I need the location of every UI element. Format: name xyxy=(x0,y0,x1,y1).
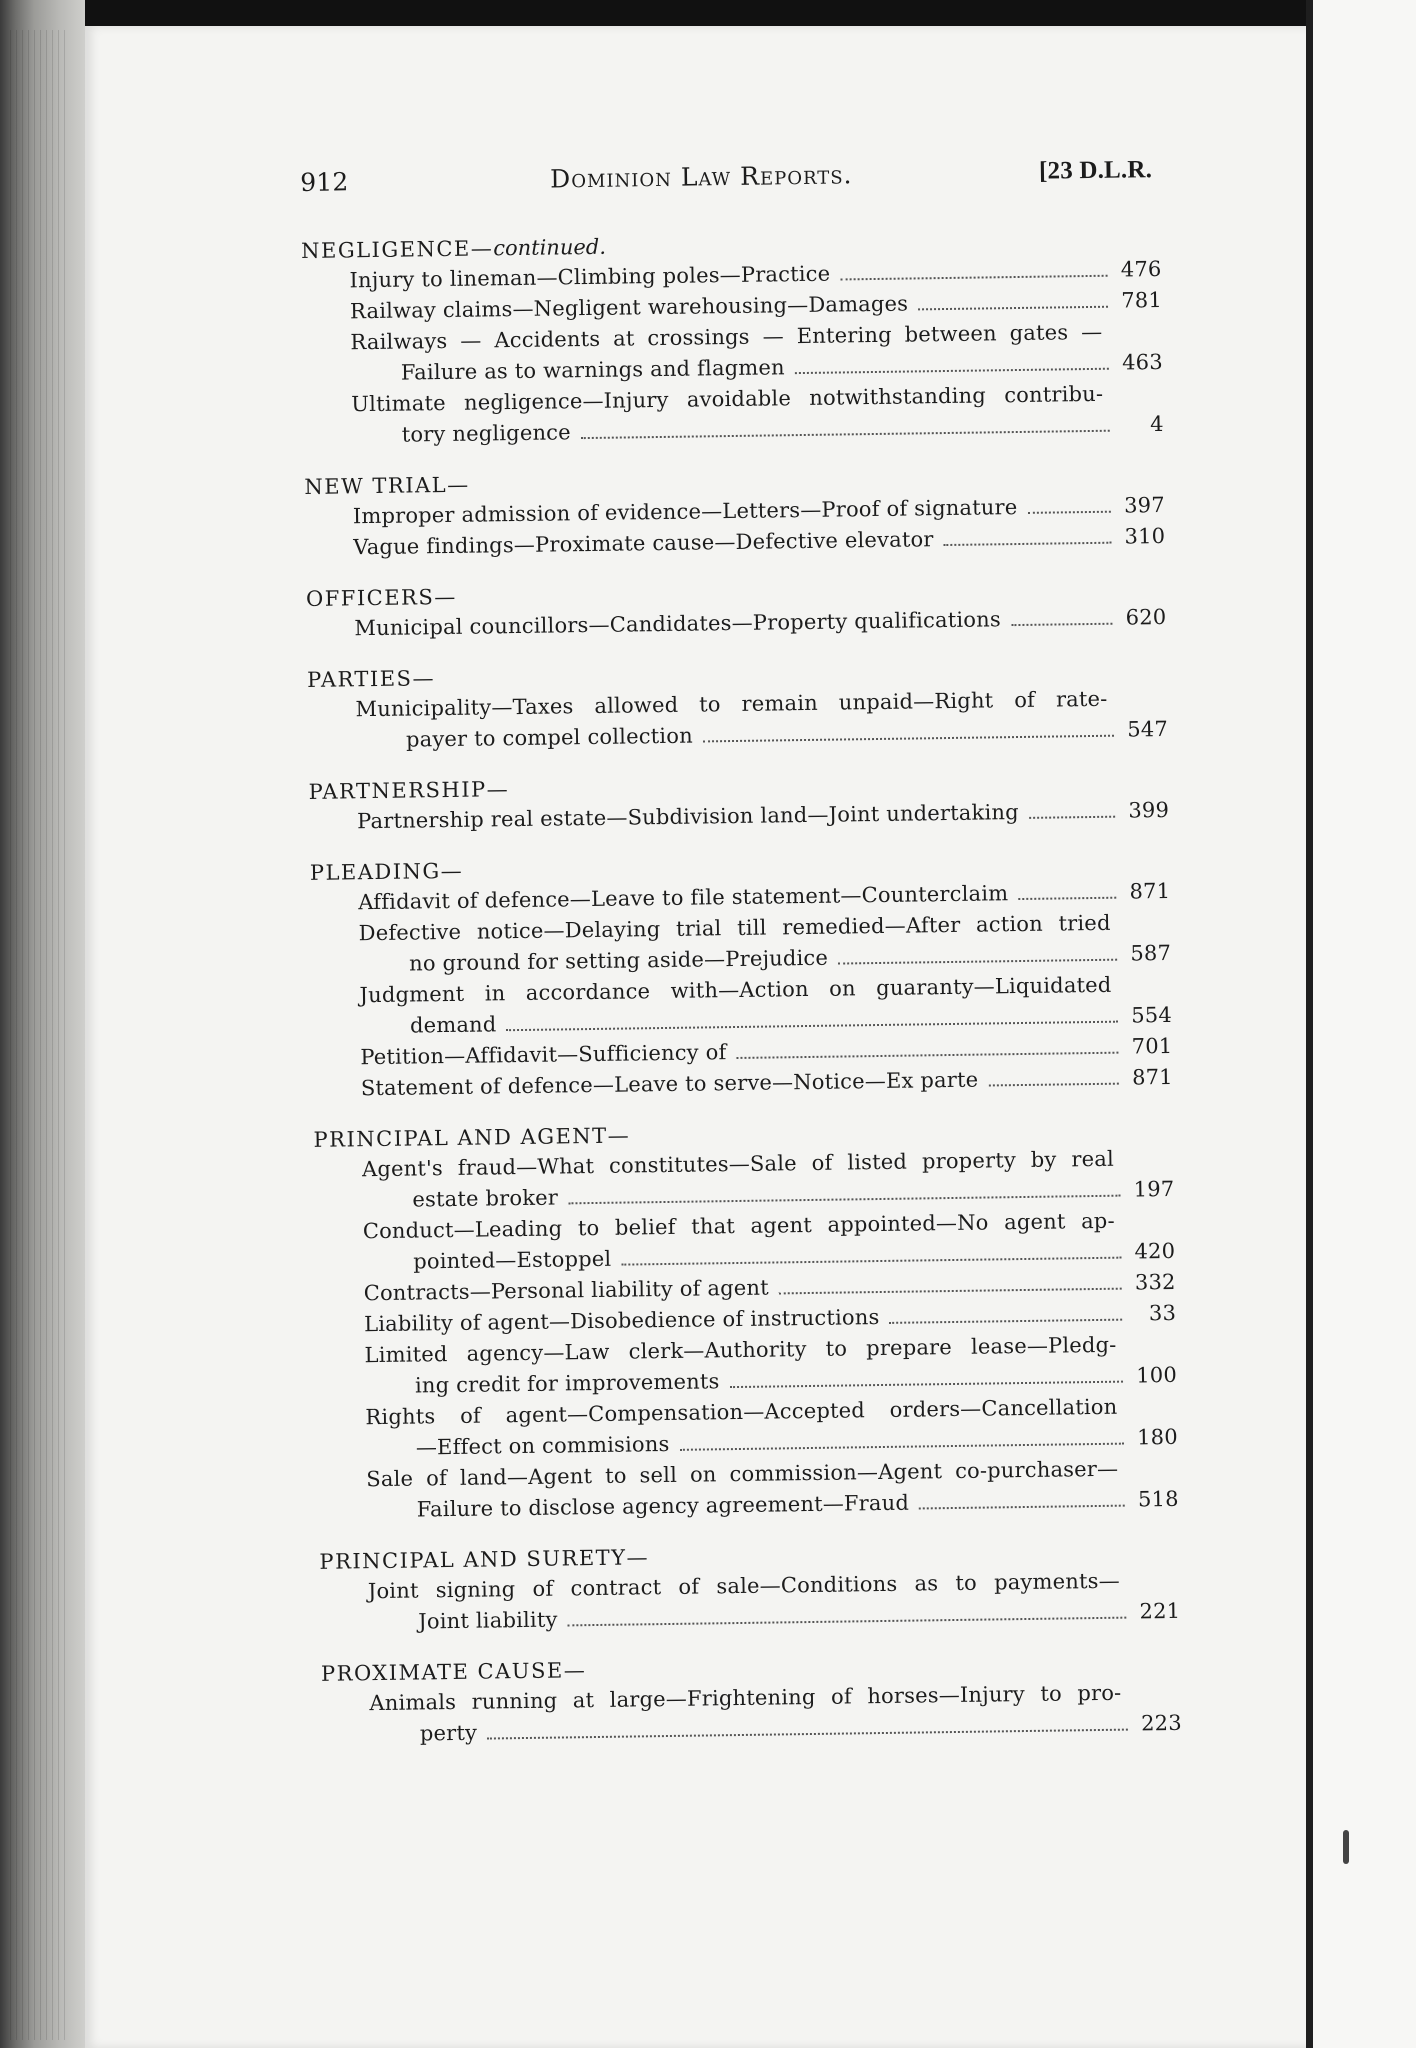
page-reference: 463 xyxy=(1121,349,1163,375)
entry-text: Partnership real estate—Subdivision land—Joint undertaking xyxy=(356,800,1019,834)
section-heading-text: PARTNERSHIP— xyxy=(308,777,510,804)
journal-title: Dominion Law Reports. xyxy=(549,160,853,194)
index-entry xyxy=(359,969,1172,1042)
volume-reference: [23 D.L.R. xyxy=(1038,156,1153,185)
page-reference: 547 xyxy=(1127,716,1169,742)
entry-text: Statement of defence—Leave to serve—Notice—Ex parte xyxy=(360,1067,979,1101)
entry-text: demand xyxy=(409,1012,497,1038)
page-reference: 701 xyxy=(1131,1033,1173,1059)
dot-leader xyxy=(779,1287,1122,1295)
entry-text: tory negligence xyxy=(401,420,571,447)
entry-text: pointed—Estoppel xyxy=(413,1246,612,1274)
page-reference: 399 xyxy=(1128,797,1170,823)
index-entry xyxy=(369,1677,1182,1750)
section-heading-text: PLEADING— xyxy=(309,858,464,885)
index-section xyxy=(306,572,1167,645)
book-page-edges xyxy=(0,0,85,2048)
page-reference: 180 xyxy=(1136,1424,1178,1450)
section-heading-text: NEGLIGENCE— xyxy=(300,236,494,263)
entry-text: estate broker xyxy=(412,1185,559,1212)
entry-text: no ground for setting aside—Prejudice xyxy=(408,945,829,976)
dot-leader xyxy=(680,1442,1124,1451)
section-heading-text: PROXIMATE CAUSE— xyxy=(320,1658,587,1686)
index-entry xyxy=(363,1205,1176,1278)
section-heading-text: OFFICERS— xyxy=(305,584,457,611)
page-reference: 871 xyxy=(1129,878,1171,904)
section-heading-text: PRINCIPAL AND AGENT— xyxy=(313,1123,631,1152)
dot-leader xyxy=(1027,510,1110,514)
entry-text: Joint signing of contract of sale—Conditions as to payments— xyxy=(367,1568,1120,1604)
entry-text: Municipality—Taxes allowed to remain unpaid—Right of rate- xyxy=(355,686,1108,722)
facing-page-mark xyxy=(1343,1830,1349,1864)
page-reference: 33 xyxy=(1148,1300,1177,1326)
page-reference: 197 xyxy=(1133,1176,1175,1202)
index-entry xyxy=(364,1329,1177,1402)
dot-leader xyxy=(919,1504,1125,1510)
index-section xyxy=(309,765,1170,838)
dot-leader xyxy=(988,1082,1119,1087)
dot-leader xyxy=(737,1051,1119,1059)
book-gutter xyxy=(1306,0,1313,2048)
dot-leader xyxy=(703,734,1114,743)
entry-text: —Effect on commisions xyxy=(415,1431,670,1460)
dot-leader xyxy=(730,1380,1123,1388)
index-entry xyxy=(350,316,1163,389)
entry-text: Conduct—Leading to belief that agent appointed—No agent ap- xyxy=(362,1208,1115,1244)
entry-text: Railways — Accidents at crossings — Entering between gates — xyxy=(350,319,1103,355)
entry-text: Municipal councillors—Candidates—Property qualifications xyxy=(354,607,1002,641)
dot-leader xyxy=(840,274,1107,281)
index-section xyxy=(304,460,1165,564)
entry-text: perty xyxy=(419,1720,478,1746)
dot-leader xyxy=(581,429,1110,439)
index-section xyxy=(301,224,1164,452)
index-entry xyxy=(366,1453,1179,1526)
entry-text: Railway claims—Negligent warehousing—Damages xyxy=(349,291,909,324)
entry-text: Joint liability xyxy=(418,1607,558,1634)
page-reference: 223 xyxy=(1140,1710,1182,1736)
scan-top-band xyxy=(0,0,1416,26)
entry-text: Ultimate negligence—Injury avoidable notwithstanding contribu- xyxy=(351,381,1104,417)
entry-text: Limited agency—Law clerk—Authority to prepare lease—Pledg- xyxy=(364,1332,1117,1368)
entry-text: Petition—Affidavit—Sufficiency of xyxy=(360,1040,727,1070)
dot-leader xyxy=(568,1616,1127,1627)
dot-leader xyxy=(918,305,1108,311)
index-section xyxy=(313,1113,1179,1527)
entry-text: Judgment in accordance with—Action on guaranty—Liquidated xyxy=(359,972,1112,1008)
section-heading-text: PARTIES— xyxy=(306,666,436,692)
index-section xyxy=(307,653,1168,757)
page-reference: 397 xyxy=(1123,492,1165,518)
page-reference: 221 xyxy=(1139,1598,1181,1624)
dot-leader xyxy=(1029,815,1115,819)
page-reference: 476 xyxy=(1120,256,1162,282)
entry-text: Defective notice—Delaying trial till remedied—After action tried xyxy=(358,910,1111,946)
entry-text: payer to compel collection xyxy=(405,723,693,752)
index-sections xyxy=(301,224,1182,1751)
page-reference: 310 xyxy=(1124,523,1166,549)
entry-text: Vague findings—Proximate cause—Defective elevator xyxy=(353,527,934,560)
dot-leader xyxy=(795,367,1109,374)
page-reference: 554 xyxy=(1131,1002,1173,1028)
page-reference: 420 xyxy=(1134,1238,1176,1264)
dot-leader xyxy=(1011,622,1113,626)
index-section xyxy=(319,1535,1180,1639)
index-entry xyxy=(368,1565,1181,1638)
entry-text: Failure as to warnings and flagmen xyxy=(400,355,785,385)
dot-leader xyxy=(1018,896,1116,900)
page-edge-lines xyxy=(10,30,70,2040)
index-entry xyxy=(362,1143,1175,1216)
section-heading-text: NEW TRIAL— xyxy=(304,472,470,499)
page-reference: 332 xyxy=(1134,1269,1176,1295)
facing-page-edge xyxy=(1313,0,1416,2048)
index-entry xyxy=(351,378,1164,451)
entry-text: Affidavit of defence—Leave to file statement—Counterclaim xyxy=(358,881,1009,915)
entry-text: Animals running at large—Frightening of horses—Injury to pro- xyxy=(369,1680,1122,1716)
entry-text: Liability of agent—Disobedience of instructions xyxy=(363,1305,880,1337)
dot-leader xyxy=(621,1256,1121,1266)
dot-leader xyxy=(838,958,1117,965)
page-reference: 100 xyxy=(1136,1362,1178,1388)
entry-text: Failure to disclose agency agreement—Fraud xyxy=(416,1490,910,1522)
page-reference: 781 xyxy=(1121,287,1163,313)
page-reference: 518 xyxy=(1137,1486,1179,1512)
page-reference: 620 xyxy=(1125,604,1167,630)
section-heading-text: PRINCIPAL AND SURETY— xyxy=(319,1545,650,1574)
dot-leader xyxy=(507,1020,1118,1032)
dot-leader xyxy=(487,1728,1128,1740)
entry-text: Rights of agent—Compensation—Accepted orders—Cancellation xyxy=(365,1394,1118,1430)
page-number: 912 xyxy=(300,167,349,197)
page-reference: 4 xyxy=(1149,411,1164,437)
entry-text: Agent's fraud—What constitutes—Sale of listed property by real xyxy=(361,1146,1115,1182)
page-reference: 587 xyxy=(1130,940,1172,966)
index-entry xyxy=(355,683,1168,756)
continued-label: continued. xyxy=(493,234,607,261)
index-content xyxy=(300,156,1182,1771)
index-section xyxy=(310,846,1173,1105)
dot-leader xyxy=(568,1194,1120,1205)
entry-text: Injury to lineman—Climbing poles—Practice xyxy=(349,261,831,293)
dot-leader xyxy=(890,1318,1123,1324)
index-entry xyxy=(365,1391,1178,1464)
index-entry xyxy=(358,907,1171,980)
page-reference: 871 xyxy=(1131,1064,1173,1090)
entry-text: Sale of land—Agent to sell on commission—Agent co-purchaser— xyxy=(366,1456,1119,1492)
entry-text: Improper admission of evidence—Letters—Proof of signature xyxy=(352,495,1018,529)
dot-leader xyxy=(944,541,1112,546)
index-section xyxy=(321,1647,1182,1751)
entry-text: ing credit for improvements xyxy=(414,1369,720,1398)
entry-text: Contracts—Personal liability of agent xyxy=(363,1275,769,1306)
